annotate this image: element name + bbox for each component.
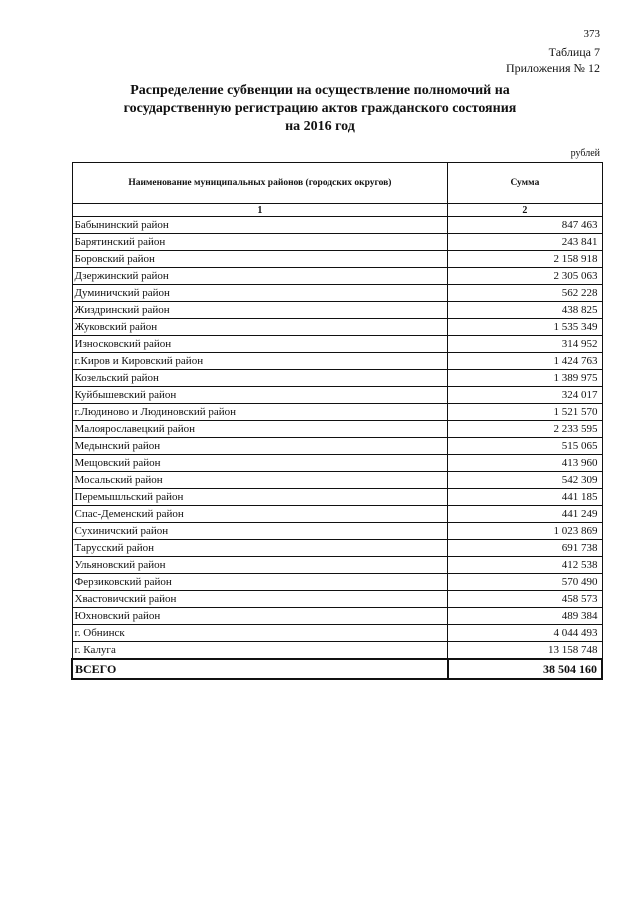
district-sum: 314 952 [448, 336, 602, 353]
district-name: Дзержинский район [72, 268, 448, 285]
table-row [72, 404, 602, 421]
district-sum: 324 017 [448, 387, 602, 404]
district-sum: 847 463 [448, 217, 602, 234]
table-row [72, 489, 602, 506]
table-row [72, 319, 602, 336]
table-row [72, 523, 602, 540]
district-name: Тарусский район [72, 540, 448, 557]
district-name: Бабынинский район [72, 217, 448, 234]
district-sum: 1 424 763 [448, 353, 602, 370]
table-row [72, 642, 602, 660]
district-sum: 570 490 [448, 574, 602, 591]
table-row [72, 251, 602, 268]
district-sum: 413 960 [448, 455, 602, 472]
table-row [72, 574, 602, 591]
table-row [72, 472, 602, 489]
column-header-name: Наименование муниципальных районов (городских округов) [72, 163, 448, 204]
district-name: Медынский район [72, 438, 448, 455]
district-sum: 2 305 063 [448, 268, 602, 285]
district-name: Юхновский район [72, 608, 448, 625]
district-name: Жиздринский район [72, 302, 448, 319]
title-line-3: на 2016 год [285, 119, 355, 134]
district-name: Мосальский район [72, 472, 448, 489]
unit-label: рублей [570, 148, 600, 159]
district-sum: 438 825 [448, 302, 602, 319]
table-container [71, 162, 603, 680]
district-name: Перемышльский район [72, 489, 448, 506]
district-sum: 2 233 595 [448, 421, 602, 438]
district-sum: 691 738 [448, 540, 602, 557]
district-name: Спас-Деменский район [72, 506, 448, 523]
page-number: 373 [583, 28, 600, 40]
district-name: Козельский район [72, 370, 448, 387]
table-row [72, 506, 602, 523]
table-row [72, 591, 602, 608]
district-sum: 1 535 349 [448, 319, 602, 336]
district-name: г. Обнинск [72, 625, 448, 642]
table-row [72, 370, 602, 387]
district-name: Думиничский район [72, 285, 448, 302]
district-sum: 489 384 [448, 608, 602, 625]
district-name: Сухиничский район [72, 523, 448, 540]
district-sum: 515 065 [448, 438, 602, 455]
subvention-table [71, 162, 603, 680]
district-sum: 441 185 [448, 489, 602, 506]
title-line-1: Распределение субвенции на осуществление полномочий на [130, 83, 510, 98]
table-row [72, 540, 602, 557]
table-row [72, 302, 602, 319]
district-name: г.Киров и Кировский район [72, 353, 448, 370]
district-sum: 4 044 493 [448, 625, 602, 642]
district-name: г.Людиново и Людиновский район [72, 404, 448, 421]
district-sum: 1 389 975 [448, 370, 602, 387]
table-row [72, 336, 602, 353]
district-sum: 2 158 918 [448, 251, 602, 268]
column-number-1: 1 [72, 204, 448, 217]
district-sum: 1 023 869 [448, 523, 602, 540]
district-sum: 13 158 748 [448, 642, 602, 660]
district-sum: 542 309 [448, 472, 602, 489]
district-sum: 441 249 [448, 506, 602, 523]
table-header-row [72, 163, 602, 204]
district-name: Куйбышевский район [72, 387, 448, 404]
district-name: Боровский район [72, 251, 448, 268]
total-label: ВСЕГО [72, 659, 448, 679]
appendix-label: Приложения № 12 [505, 61, 600, 75]
district-sum: 243 841 [448, 234, 602, 251]
district-sum: 1 521 570 [448, 404, 602, 421]
district-name: Мещовский район [72, 455, 448, 472]
district-sum: 412 538 [448, 557, 602, 574]
table-row [72, 268, 602, 285]
district-sum: 458 573 [448, 591, 602, 608]
district-name: Жуковский район [72, 319, 448, 336]
table-row [72, 438, 602, 455]
table-row [72, 557, 602, 574]
table-row [72, 234, 602, 251]
table-row [72, 421, 602, 438]
total-row [72, 659, 602, 679]
column-header-sum: Сумма [448, 163, 602, 204]
district-name: Хвастовичский район [72, 591, 448, 608]
table-body [72, 217, 602, 660]
column-number-row [72, 204, 602, 217]
table-row [72, 387, 602, 404]
district-sum: 562 228 [448, 285, 602, 302]
district-name: Малоярославецкий район [72, 421, 448, 438]
table-row [72, 285, 602, 302]
title-line-2: государственную регистрацию актов гражданского состояния [123, 101, 517, 116]
district-name: Барятинский район [72, 234, 448, 251]
district-name: г. Калуга [72, 642, 448, 660]
table-row [72, 608, 602, 625]
table-row [72, 455, 602, 472]
table-row [72, 625, 602, 642]
district-name: Ульяновский район [72, 557, 448, 574]
document-title [60, 82, 580, 136]
district-name: Ферзиковский район [72, 574, 448, 591]
column-number-2: 2 [448, 204, 602, 217]
table-row [72, 217, 602, 234]
table-number: Таблица 7 [548, 45, 600, 59]
total-sum: 38 504 160 [448, 659, 602, 679]
table-row [72, 353, 602, 370]
district-name: Износковский район [72, 336, 448, 353]
